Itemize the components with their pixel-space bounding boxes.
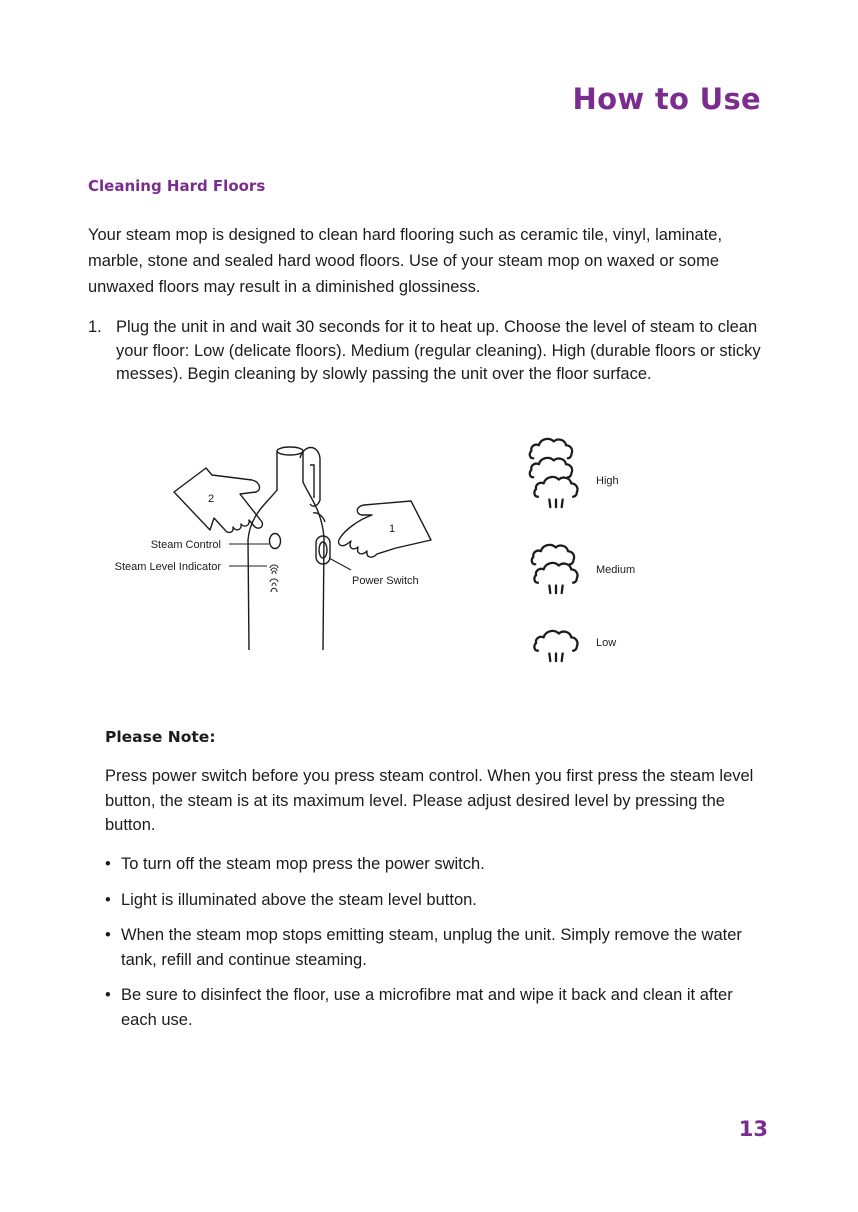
page-title: How to Use [572, 82, 761, 116]
steam-level-medium [532, 545, 635, 593]
steam-level-low [534, 631, 616, 661]
intro-paragraph: Your steam mop is designed to clean hard flooring such as ceramic tile, vinyl, laminate, marble, stone and sealed hard wood floors. Use of your steam mop on waxed or some unwaxed floors may result in a diminished glossiness. [88, 226, 723, 296]
power-switch [316, 536, 330, 564]
note-heading: Please Note: [105, 728, 216, 746]
steam-level-label: Medium [596, 564, 636, 576]
list-item-text: Be sure to disinfect the floor, use a microfibre mat and wipe it back and clean it after each use. [121, 986, 733, 1029]
cloud-icon [530, 458, 572, 477]
cloud-drops-icon [534, 477, 577, 507]
note-paragraph: Press power switch before you press steam control. When you first press the steam level button, the steam is at its maximum level. Please adjust desired level by pressing the button. [105, 767, 754, 834]
steam-mop-diagram [0, 420, 858, 680]
section-heading: Cleaning Hard Floors [88, 177, 266, 195]
cloud-icon [532, 545, 574, 564]
bullet-icon: • [105, 855, 111, 873]
list-item-text: Light is illuminated above the steam level button. [121, 890, 477, 909]
cloud-drops-icon [534, 631, 577, 661]
list-item [105, 888, 755, 913]
steam-level-high [530, 439, 619, 507]
list-item [105, 852, 755, 877]
note-bullet-list [105, 852, 755, 1043]
step-number: 1. [88, 318, 102, 336]
steam-level-indicator-lights [270, 565, 278, 592]
bullet-icon: • [105, 890, 111, 909]
steam-control-button [270, 534, 281, 549]
bullet-icon: • [105, 986, 111, 1004]
list-item-text: To turn off the steam mop press the power switch. [121, 855, 485, 873]
list-item-text: When the steam mop stops emitting steam, unplug the unit. Simply remove the water tank, refill and continue steaming. [121, 926, 742, 969]
page-number: 13 [738, 1117, 768, 1141]
steam-level-label: High [596, 475, 619, 487]
hand-pointer-2-icon [174, 468, 262, 532]
steam-mop-illustration [248, 447, 325, 650]
callout-2-label: 2 [208, 493, 215, 505]
callout-1-label: 1 [389, 523, 396, 535]
hand-pointer-1-icon [339, 501, 431, 557]
step-1 [88, 316, 768, 387]
bullet-icon: • [105, 926, 111, 944]
step-text: Plug the unit in and wait 30 seconds for it to heat up. Choose the level of steam to clean your floor: Low (delicate floors). Medium (regular cleaning). High (durable floors or sticky messes). Begin cleaning by slowly passing the unit over the floor surface. [116, 318, 761, 383]
list-item [105, 923, 755, 972]
steam-control-label: Steam Control [150, 539, 221, 551]
steam-level-indicator-label: Steam Level Indicator [114, 561, 221, 573]
steam-level-label: Low [596, 637, 617, 649]
cloud-drops-icon [534, 563, 577, 593]
cloud-icon [530, 439, 572, 458]
list-item [105, 983, 755, 1032]
power-switch-label: Power Switch [352, 575, 419, 587]
